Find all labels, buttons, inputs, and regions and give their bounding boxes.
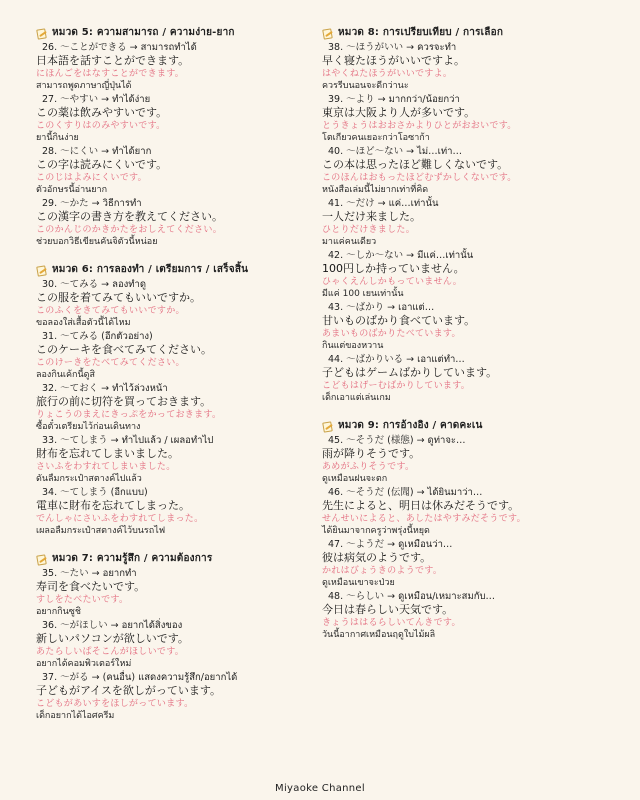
thai-translation: ช่วยบอกวิธีเขียนคันจิตัวนี้หน่อย: [36, 237, 158, 247]
japanese-sentence: この服を着てみてもいいですか。: [36, 291, 201, 304]
section-title: หมวด 5: ความสามารถ / ความง่าย-ยาก: [52, 27, 235, 38]
grammar-entry: [36, 619, 316, 671]
kana-reading: このけーきをたべてみてください。: [36, 358, 185, 368]
kana-reading: このほんはおもったほどむずかしくないです。: [322, 173, 517, 183]
grammar-entry: [322, 538, 627, 590]
japanese-sentence: 早く寝たほうがいいですよ。: [322, 54, 465, 67]
japanese-sentence: 彼は病気のようです。: [322, 551, 432, 564]
kana-reading: せんせいによると、あしたはやすみだそうです。: [322, 514, 526, 524]
grammar-pattern: 27. ～やすい → ทำได้ง่าย: [42, 94, 151, 105]
kana-reading: こどもがあいすをほしがっています。: [36, 699, 194, 709]
japanese-sentence: この字は読みにくいです。: [36, 158, 168, 171]
channel-footer: Miyaoke Channel: [275, 783, 365, 794]
kana-reading: りょこうのまえにきっぷをかっておきます。: [36, 410, 222, 420]
grammar-entry: [36, 567, 316, 619]
grammar-section: [36, 263, 316, 538]
grammar-pattern: 32. ～ておく → ทำไว้ล่วงหน้า: [42, 383, 168, 394]
thai-translation: ลองกินเค้กนี้ดูสิ: [36, 370, 95, 380]
grammar-pattern: 37. ～がる → (คนอื่น) แสดงความรู้สึก/อยากได้: [42, 672, 238, 683]
grammar-pattern: 41. ～だけ → แค่…เท่านั้น: [328, 198, 439, 209]
kana-reading: きょうははるらしいてんきです。: [322, 618, 461, 628]
japanese-sentence: 財布を忘れてしまいました。: [36, 447, 179, 460]
grammar-pattern: 28. ～にくい → ทำได้ยาก: [42, 146, 152, 157]
grammar-entry: [322, 353, 627, 405]
section-heading: [36, 552, 316, 566]
thai-translation: โตเกียวคนเยอะกว่าโอซาก้า: [322, 133, 430, 143]
grammar-pattern: 31. ～てみる (อีกตัวอย่าง): [42, 331, 153, 342]
grammar-section: [322, 419, 627, 642]
japanese-sentence: 雨が降りそうです。: [322, 447, 421, 460]
section-heading: [322, 26, 627, 40]
grammar-pattern: 47. ～ようだ → ดูเหมือนว่า…: [328, 539, 453, 550]
kana-reading: あめがふりそうです。: [322, 462, 415, 472]
thai-translation: ซื้อตั๋วเตรียมไว้ก่อนเดินทาง: [36, 422, 141, 432]
grammar-entry: [36, 41, 316, 93]
section-title: หมวด 6: การลองทำ / เตรียมการ / เสร็จสิ้น: [52, 264, 249, 275]
grammar-pattern: 30. ～てみる → ลองทำดู: [42, 279, 147, 290]
thai-translation: กินแต่ของหวาน: [322, 341, 384, 351]
grammar-entry: [36, 382, 316, 434]
grammar-entry: [36, 93, 316, 145]
thai-translation: เผลอลืมกระเป๋าสตางค์ไว้บนรถไฟ: [36, 526, 166, 536]
kana-reading: かれはびょうきのようです。: [322, 566, 443, 576]
thai-translation: เด็กเอาแต่เล่นเกม: [322, 393, 391, 403]
grammar-entry: [322, 486, 627, 538]
thai-translation: ดันลืมกระเป๋าสตางค์ไปแล้ว: [36, 474, 142, 484]
grammar-pattern: 39. ～より → มากกว่า/น้อยกว่า: [328, 94, 460, 105]
thai-translation: อยากกินซูชิ: [36, 607, 81, 617]
grammar-pattern: 34. ～てしまう (อีกแบบ): [42, 487, 148, 498]
thai-translation: ได้ยินมาจากครูว่าพรุ่งนี้หยุด: [322, 526, 430, 536]
section-title: หมวด 7: ความรู้สึก / ความต้องการ: [52, 553, 213, 564]
memo-pencil-icon: [36, 554, 46, 564]
kana-reading: このじはよみにくいです。: [36, 173, 147, 183]
section-heading: [36, 263, 316, 277]
thai-translation: ดูเหมือนฝนจะตก: [322, 474, 388, 484]
memo-pencil-icon: [322, 28, 332, 38]
memo-pencil-icon: [36, 28, 46, 38]
thai-translation: อยากได้คอมพิวเตอร์ใหม่: [36, 659, 132, 669]
japanese-sentence: この薬は飲みやすいです。: [36, 106, 168, 119]
grammar-pattern: 36. ～がほしい → อยากได้สิ่งของ: [42, 620, 183, 631]
kana-reading: ひとりだけきました。: [322, 225, 416, 235]
grammar-pattern: 40. ～ほど～ない → ไม่…เท่า…: [328, 146, 463, 157]
grammar-pattern: 38. ～ほうがいい → ควรจะทำ: [328, 42, 457, 53]
thai-translation: สามารถพูดภาษาญี่ปุ่นได้: [36, 81, 132, 91]
kana-reading: すしをたべたいです。: [36, 595, 129, 605]
memo-pencil-icon: [322, 421, 332, 431]
japanese-sentence: 今日は春らしい天気です。: [322, 603, 454, 616]
japanese-sentence: 先生によると、明日は休みだそうです。: [322, 499, 520, 512]
kana-reading: このふくをきてみてもいいですか。: [36, 306, 185, 316]
japanese-sentence: 子どもはゲームばかりしています。: [322, 366, 498, 379]
grammar-entry: [36, 434, 316, 486]
thai-translation: หนังสือเล่มนี้ไม่ยากเท่าที่คิด: [322, 185, 429, 195]
kana-reading: さいふをわすれてしまいました。: [36, 462, 176, 472]
japanese-sentence: 100円しか持っていません。: [322, 262, 465, 275]
japanese-sentence: 電車に財布を忘れてしまった。: [36, 499, 190, 512]
grammar-entry: [36, 671, 316, 723]
grammar-entry: [36, 197, 316, 249]
grammar-pattern: 35. ～たい → อยากทำ: [42, 568, 137, 579]
grammar-entry: [322, 41, 627, 93]
thai-translation: มีแค่ 100 เยนเท่านั้น: [322, 289, 404, 299]
thai-translation: ควรรีบนอนจะดีกว่านะ: [322, 81, 409, 91]
kana-reading: でんしゃにさいふをわすれてしまった。: [36, 514, 204, 524]
thai-translation: ตัวอักษรนี้อ่านยาก: [36, 185, 108, 195]
grammar-entry: [322, 145, 627, 197]
grammar-pattern: 46. ～そうだ (伝聞) → ได้ยินมาว่า…: [328, 487, 483, 498]
grammar-pattern: 43. ～ばかり → เอาแต่…: [328, 302, 435, 313]
japanese-sentence: 旅行の前に切符を買っておきます。: [36, 395, 212, 408]
thai-translation: ดูเหมือนเขาจะป่วย: [322, 578, 395, 588]
grammar-entry: [322, 197, 627, 249]
japanese-sentence: 東京は大阪より人が多いです。: [322, 106, 476, 119]
kana-reading: このくすりはのみやすいです。: [36, 121, 166, 131]
grammar-section: [36, 552, 316, 723]
grammar-entry: [322, 249, 627, 301]
grammar-entry: [36, 145, 316, 197]
thai-translation: ยานี้กินง่าย: [36, 133, 79, 143]
kana-reading: とうきょうはおおさかよりひとがおおいです。: [322, 121, 517, 131]
kana-reading: あたらしいぱそこんがほしいです。: [36, 647, 185, 657]
grammar-entry: [322, 93, 627, 145]
grammar-entry: [322, 301, 627, 353]
grammar-entry: [36, 486, 316, 538]
japanese-sentence: 寿司を食べたいです。: [36, 580, 146, 593]
section-title: หมวด 8: การเปรียบเทียบ / การเลือก: [338, 27, 504, 38]
grammar-pattern: 26. ～ことができる → สามารถทำได้: [42, 42, 197, 53]
japanese-sentence: 日本語を話すことができます。: [36, 54, 190, 67]
kana-reading: はやくねたほうがいいですよ。: [322, 69, 453, 79]
grammar-entry: [36, 278, 316, 330]
grammar-pattern: 42. ～しか～ない → มีแค่…เท่านั้น: [328, 250, 474, 261]
thai-translation: เด็กอยากได้ไอศครีม: [36, 711, 115, 721]
japanese-sentence: 一人だけ来ました。: [322, 210, 421, 223]
memo-pencil-icon: [36, 265, 46, 275]
kana-reading: にほんごをはなすことができます。: [36, 69, 185, 79]
japanese-sentence: 子どもがアイスを欲しがっています。: [36, 684, 222, 697]
section-heading: [322, 419, 627, 433]
japanese-sentence: 甘いものばかり食べています。: [322, 314, 476, 327]
grammar-pattern: 33. ～てしまう → ทำไปแล้ว / เผลอทำไป: [42, 435, 214, 446]
grammar-pattern: 44. ～ばかりいる → เอาแต่ทำ…: [328, 354, 465, 365]
left-column: [36, 26, 316, 737]
right-column: [322, 26, 627, 656]
grammar-entry: [322, 434, 627, 486]
kana-reading: こどもはげーむばかりしています。: [322, 381, 471, 391]
grammar-entry: [36, 330, 316, 382]
grammar-pattern: 29. ～かた → วิธีการทำ: [42, 198, 142, 209]
japanese-sentence: この本は思ったほど難しくないです。: [322, 158, 509, 171]
section-heading: [36, 26, 316, 40]
grammar-section: [322, 26, 627, 405]
grammar-section: [36, 26, 316, 249]
thai-translation: วันนี้อากาศเหมือนฤดูใบไม้ผลิ: [322, 630, 436, 640]
kana-reading: このかんじのかきかたをおしえてください。: [36, 225, 223, 235]
grammar-entry: [322, 590, 627, 642]
grammar-pattern: 45. ～そうだ (様態) → ดูท่าจะ…: [328, 435, 466, 446]
japanese-sentence: この漢字の書き方を教えてください。: [36, 210, 223, 223]
thai-translation: มาแค่คนเดียว: [322, 237, 377, 247]
grammar-pattern: 48. ～らしい → ดูเหมือน/เหมาะสมกับ…: [328, 591, 496, 602]
section-title: หมวด 9: การอ้างอิง / คาดคะเน: [338, 420, 483, 431]
japanese-sentence: このケーキを食べてみてください。: [36, 343, 212, 356]
thai-translation: ขอลองใส่เสื้อตัวนี้ได้ไหม: [36, 318, 131, 328]
kana-reading: あまいものばかりたべています。: [322, 329, 461, 339]
japanese-sentence: 新しいパソコンが欲しいです。: [36, 632, 189, 645]
kana-reading: ひゃくえんしかもっていません。: [322, 277, 463, 287]
